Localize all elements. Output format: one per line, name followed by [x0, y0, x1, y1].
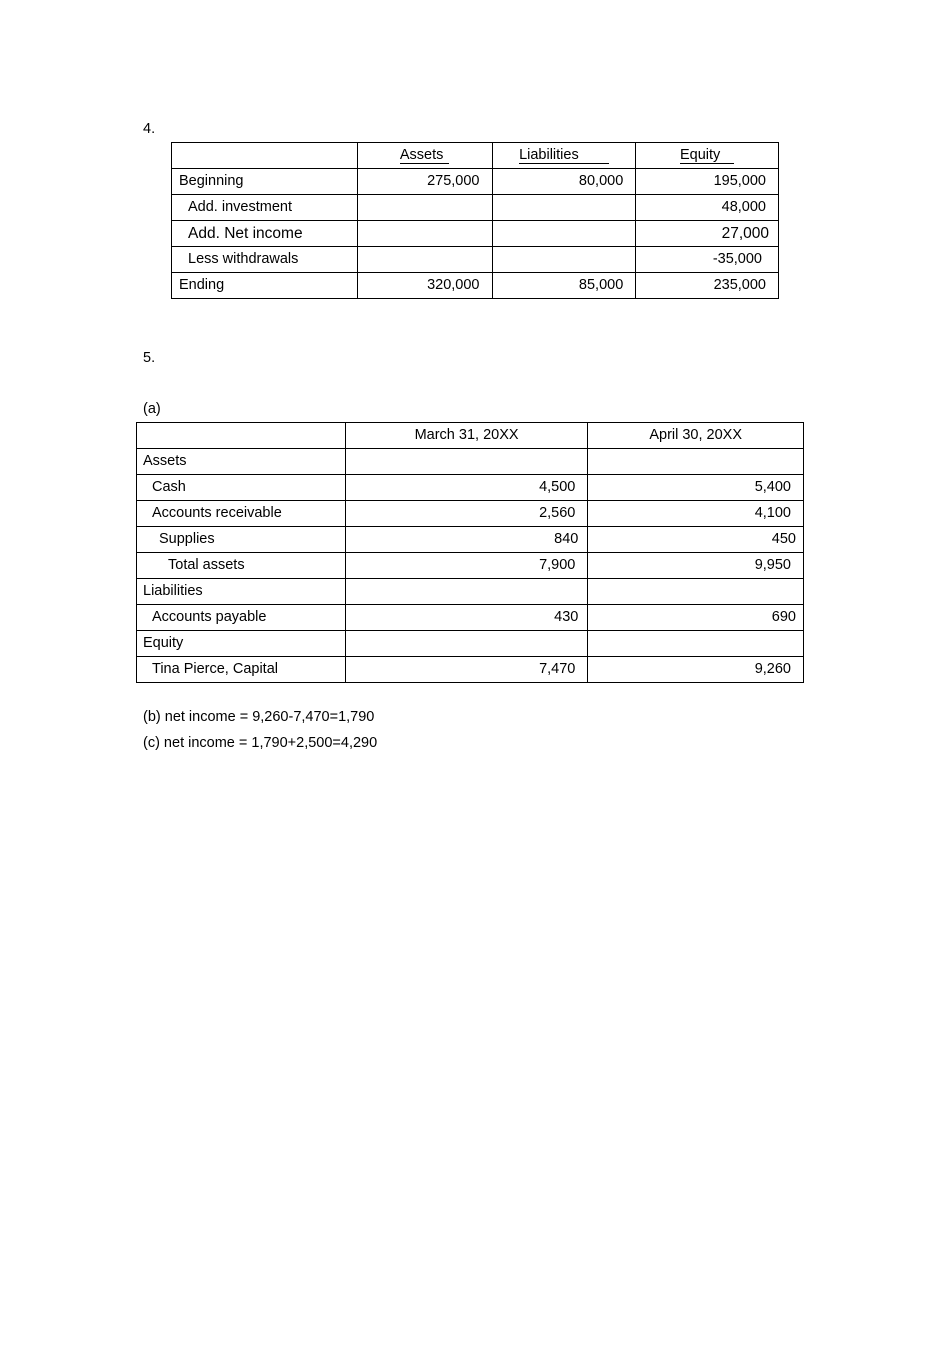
- row-label: Add. investment: [172, 195, 358, 221]
- table-row: [137, 527, 804, 553]
- assets-cell: 320,000: [357, 273, 492, 299]
- header-march: March 31, 20XX: [345, 423, 588, 449]
- liabilities-cell: 85,000: [492, 273, 636, 299]
- assets-cell: [357, 195, 492, 221]
- header-april: April 30, 20XX: [588, 423, 804, 449]
- part-c-text: (c) net income = 1,790+2,500=4,290: [143, 735, 378, 751]
- table-row: [172, 169, 779, 195]
- assets-cell: 275,000: [357, 169, 492, 195]
- row-label: Beginning: [172, 169, 358, 195]
- march-cell: 7,900: [345, 553, 588, 579]
- row-label: Accounts receivable: [137, 501, 346, 527]
- april-cell: [588, 631, 804, 657]
- header-empty-cell: [137, 423, 346, 449]
- row-label: Ending: [172, 273, 358, 299]
- march-cell: [345, 579, 588, 605]
- row-label: Tina Pierce, Capital: [137, 657, 346, 683]
- row-label: Cash: [137, 475, 346, 501]
- table-row: [137, 631, 804, 657]
- liabilities-cell: [492, 247, 636, 273]
- april-cell: [588, 449, 804, 475]
- equity-cell: 235,000: [636, 273, 779, 299]
- april-cell: [588, 579, 804, 605]
- question-5-label: 5.: [143, 350, 156, 366]
- assets-cell: [357, 221, 492, 247]
- header-empty-cell: [172, 143, 358, 169]
- march-cell: [345, 631, 588, 657]
- table-row: [137, 449, 804, 475]
- april-cell: 4,100: [588, 501, 804, 527]
- row-label: Assets: [137, 449, 346, 475]
- assets-cell: [357, 247, 492, 273]
- row-label: Less withdrawals: [172, 247, 358, 273]
- balance-sheet-table: [136, 422, 804, 683]
- table-row: [137, 579, 804, 605]
- march-cell: [345, 449, 588, 475]
- question-4-label: 4.: [143, 121, 156, 137]
- march-cell: 4,500: [345, 475, 588, 501]
- march-cell: 430: [345, 605, 588, 631]
- table-row: [172, 247, 779, 273]
- table-row: [137, 605, 804, 631]
- row-label: Liabilities: [137, 579, 346, 605]
- equity-cell: 195,000: [636, 169, 779, 195]
- header-assets: Assets: [357, 143, 492, 169]
- april-cell: 5,400: [588, 475, 804, 501]
- april-cell: 450: [588, 527, 804, 553]
- liabilities-cell: [492, 221, 636, 247]
- table-row: [172, 221, 779, 247]
- row-label: Add. Net income: [172, 221, 358, 247]
- table-row: [137, 553, 804, 579]
- table-header-row: [172, 143, 779, 169]
- table-row: [172, 273, 779, 299]
- march-cell: 2,560: [345, 501, 588, 527]
- header-equity: Equity: [636, 143, 779, 169]
- april-cell: 9,950: [588, 553, 804, 579]
- liabilities-cell: [492, 195, 636, 221]
- equity-table: [171, 142, 779, 299]
- april-cell: 9,260: [588, 657, 804, 683]
- equity-cell: 27,000: [636, 221, 779, 247]
- april-cell: 690: [588, 605, 804, 631]
- part-a-label: (a): [143, 401, 161, 417]
- row-label: Accounts payable: [137, 605, 346, 631]
- header-liabilities: Liabilities: [492, 143, 636, 169]
- row-label: Equity: [137, 631, 346, 657]
- part-b-text: (b) net income = 9,260-7,470=1,790: [143, 709, 375, 725]
- equity-cell: -35,000: [636, 247, 779, 273]
- liabilities-cell: 80,000: [492, 169, 636, 195]
- march-cell: 840: [345, 527, 588, 553]
- equity-cell: 48,000: [636, 195, 779, 221]
- table-row: [137, 475, 804, 501]
- row-label: Total assets: [137, 553, 346, 579]
- table-row: [137, 657, 804, 683]
- row-label: Supplies: [137, 527, 346, 553]
- table-row: [137, 501, 804, 527]
- table-header-row: [137, 423, 804, 449]
- march-cell: 7,470: [345, 657, 588, 683]
- table-row: [172, 195, 779, 221]
